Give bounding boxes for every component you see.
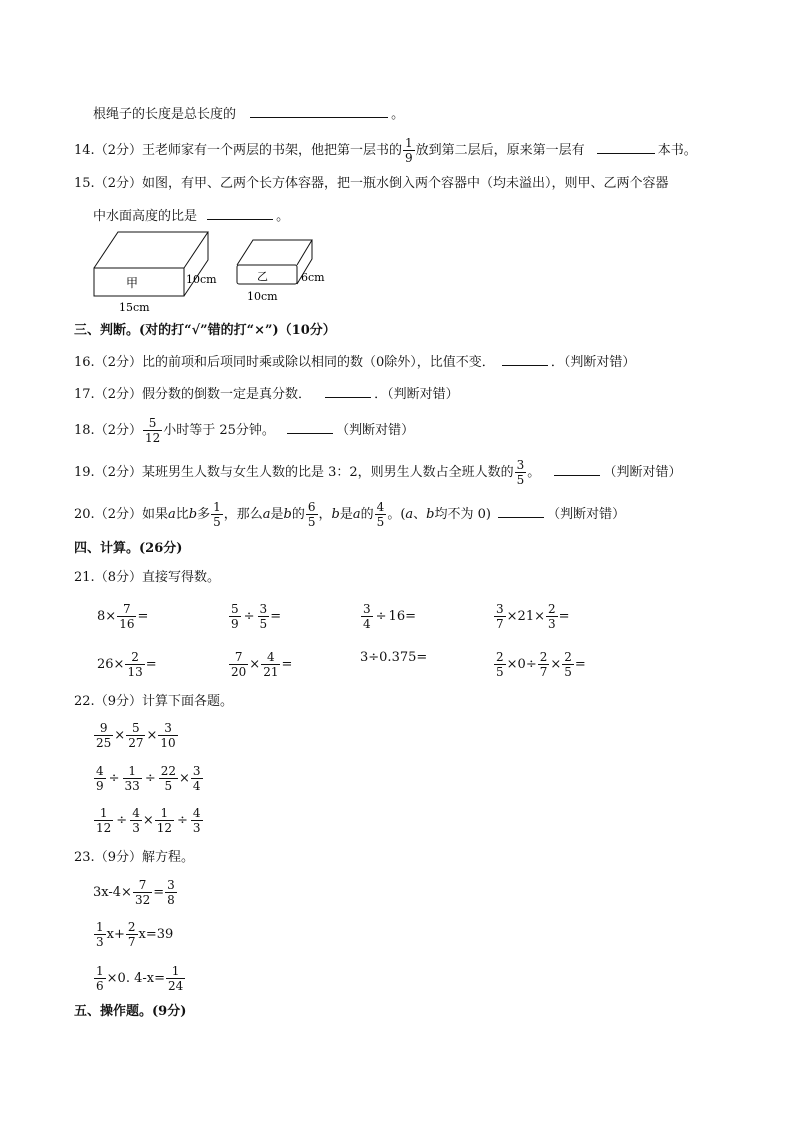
expr-8: $\frac{2}{5}$ ×0÷ $\frac{2}{7}$ × $\frac{2}{5}$ = bbox=[496, 650, 586, 679]
fraction: $\frac{1}{9}$ bbox=[404, 136, 413, 165]
answer-blank[interactable] bbox=[207, 206, 273, 220]
section-4-title: 四、计算。(26分) bbox=[74, 541, 183, 556]
fraction: $\frac{6}{5}$ bbox=[307, 500, 316, 529]
calc-2: $\frac{4}{9}$ ÷ $\frac{1}{33}$ ÷ $\frac{22}{5}$ × $\frac{3}{4}$ bbox=[96, 764, 201, 793]
fraction: $\frac{1}{5}$ bbox=[213, 500, 221, 529]
fraction: $\frac{5}{12}$ bbox=[144, 416, 161, 445]
question-23: 23.（9分）解方程。 bbox=[74, 850, 194, 865]
section-3-title: 三、判断。(对的打“√”错的打“×”)（10分） bbox=[74, 323, 336, 338]
container-jia bbox=[94, 232, 208, 296]
question-15-line2: 中水面高度的比是 。 bbox=[93, 206, 289, 225]
question-14: 14.（2分）王老师家有一个两层的书架，他把第一层书的 $\frac{1}{9}$ 放到第二层后，原来第一层有 本书。 bbox=[74, 136, 697, 165]
answer-blank[interactable] bbox=[250, 104, 388, 118]
expr-3: $\frac{3}{4}$ ÷ 16= bbox=[363, 602, 416, 631]
equation-3: $\frac{1}{6}$ ×0. 4-x= $\frac{1}{24}$ bbox=[96, 964, 184, 993]
equation-1: 3x-4× $\frac{7}{32}$ = $\frac{3}{8}$ bbox=[93, 878, 175, 907]
expr-6: $\frac{7}{20}$ × $\frac{4}{21}$ = bbox=[231, 650, 293, 679]
equation-2: $\frac{1}{3}$ x+ $\frac{2}{7}$ x=39 bbox=[96, 920, 174, 949]
fraction: $\frac{3}{5}$ bbox=[516, 458, 525, 487]
q13-line: 根绳子的长度是总长度的 。 bbox=[93, 104, 404, 123]
label-jia-height: 10cm bbox=[186, 273, 217, 286]
answer-blank[interactable] bbox=[498, 504, 544, 518]
calc-3: $\frac{1}{12}$ ÷ $\frac{4}{3}$ × $\frac{1}{12}$ ÷ $\frac{4}{3}$ bbox=[96, 806, 201, 835]
question-15-line1: 15.（2分）如图，有甲、乙两个长方体容器，把一瓶水倒入两个容器中（均未溢出），则甲、乙两个容器 bbox=[74, 176, 669, 191]
answer-blank[interactable] bbox=[287, 420, 333, 434]
answer-blank[interactable] bbox=[325, 384, 371, 398]
answer-blank[interactable] bbox=[597, 140, 655, 154]
label-jia-width: 15cm bbox=[119, 301, 150, 314]
question-16: 16.（2分）比的前项和后项同时乘或除以相同的数（0除外），比值不变． ．（判断对错） bbox=[74, 352, 635, 371]
question-18: 18.（2分） $\frac{5}{12}$ 小时等于 25分钟。 （判断对错） bbox=[74, 416, 415, 445]
expr-2: $\frac{5}{9}$ ÷ $\frac{3}{5}$ = bbox=[231, 602, 282, 631]
label-jia: 甲 bbox=[126, 276, 139, 290]
section-5-title: 五、操作题。(9分) bbox=[74, 1004, 187, 1019]
calc-1: $\frac{9}{25}$ × $\frac{5}{27}$ × $\frac{3}{10}$ bbox=[96, 721, 176, 750]
answer-blank[interactable] bbox=[502, 352, 548, 366]
containers-figure bbox=[88, 226, 338, 318]
label-yi-width: 10cm bbox=[247, 290, 278, 303]
label-yi: 乙 bbox=[257, 270, 268, 283]
question-19: 19.（2分）某班男生人数与女生人数的比是 3：2，则男生人数占全班人数的 $\frac{3}{5}$ 。 （判断对错） bbox=[74, 458, 682, 487]
label-yi-height: 6cm bbox=[301, 271, 325, 284]
expr-1: 8× $\frac{7}{16}$ = bbox=[97, 602, 149, 631]
question-21: 21.（8分）直接写得数。 bbox=[74, 570, 220, 585]
question-20: 20.（2分）如果a比b多 $\frac{1}{5}$ ，那么a是b的 $\frac{6}{5}$ ，b是a的 $\frac{4}{5}$ 。(a、b均不为 0) （判断对错） bbox=[74, 500, 626, 529]
fraction: $\frac{4}{5}$ bbox=[376, 500, 385, 529]
answer-blank[interactable] bbox=[554, 462, 600, 476]
question-22: 22.（9分）计算下面各题。 bbox=[74, 694, 233, 709]
expr-7: 3÷0.375= bbox=[360, 650, 428, 665]
expr-4: $\frac{3}{7}$ ×21× $\frac{2}{3}$ = bbox=[496, 602, 570, 631]
expr-5: 26× $\frac{2}{13}$ = bbox=[97, 650, 157, 679]
question-17: 17.（2分）假分数的倒数一定是真分数． ．（判断对错） bbox=[74, 384, 459, 403]
